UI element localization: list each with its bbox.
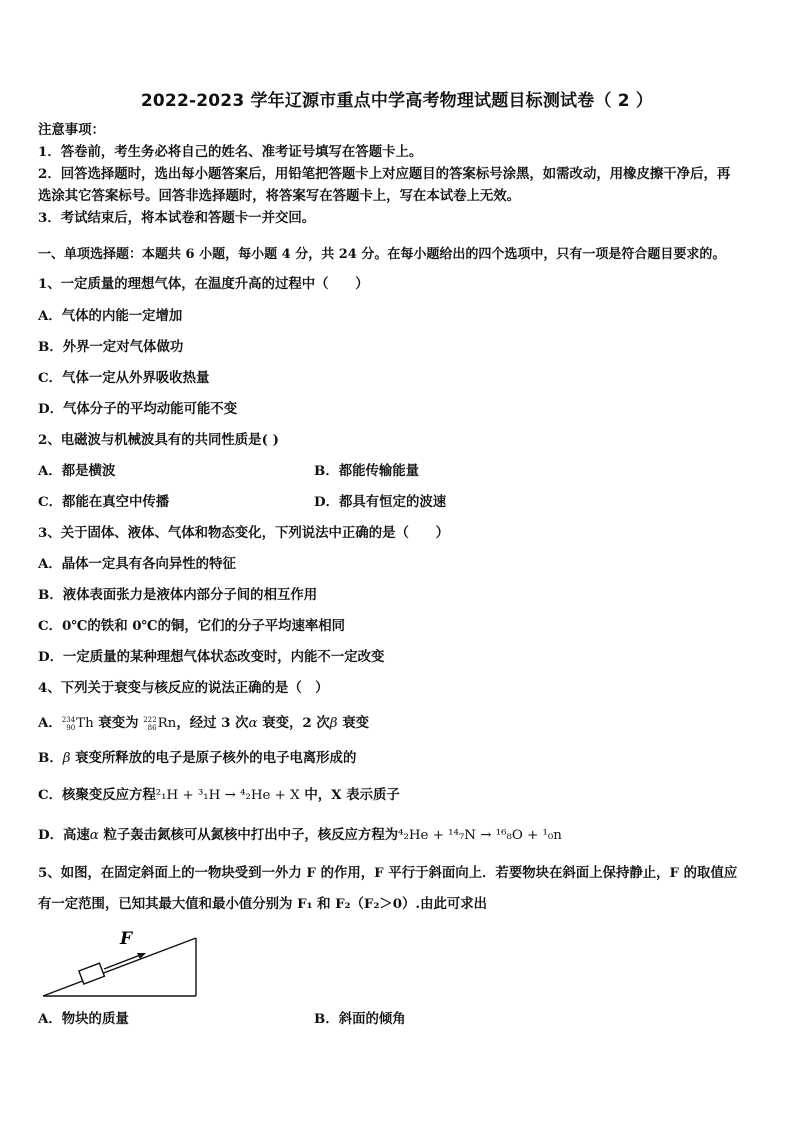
- q4-a-mid: 衰变为: [93, 715, 144, 731]
- fusion-equation: ²₁H + ³₁H → ⁴₂He + X: [155, 788, 300, 803]
- rn-symbol: Rn: [157, 716, 177, 731]
- q1-option-a: A．气体的内能一定增加: [38, 308, 183, 324]
- q1-option-b: B．外界一定对气体做功: [38, 339, 184, 355]
- q2-stem: 2、电磁波与机械波具有的共同性质是( ): [38, 432, 279, 448]
- block: [79, 963, 105, 984]
- q4-c-label: C．核聚变反应方程: [38, 787, 156, 803]
- q1-stem: 1、一定质量的理想气体，在温度升高的过程中（ ）: [38, 276, 369, 292]
- q5-option-b: B．斜面的倾角: [314, 1011, 406, 1027]
- q2-row1: [38, 462, 764, 480]
- beta-symbol: β: [62, 751, 71, 766]
- q3-option-a: A．晶体一定具有各向异性的特征: [38, 556, 236, 572]
- q2-option-d: D．都具有恒定的波速: [314, 494, 447, 510]
- nuclear-equation: ⁴₂He + ¹⁴₇N → ¹⁶₈O + ¹₀n: [398, 828, 562, 843]
- q5-option-a: A．物块的质量: [38, 1011, 129, 1027]
- incline-figure: [40, 924, 200, 1000]
- q5-row1: [38, 1010, 764, 1028]
- q4-option-d: [38, 826, 764, 845]
- beta-symbol: β: [329, 716, 338, 731]
- alpha-symbol: α: [248, 716, 258, 731]
- q3-option-d: D．一定质量的某种理想气体状态改变时，内能不一定改变: [38, 649, 385, 665]
- q4-d-mid: 粒子轰击氮核可从氮核中打出中子，核反应方程为: [98, 827, 399, 843]
- notes-heading: 注意事项：: [38, 122, 105, 138]
- q2-option-b: B．都能传输能量: [314, 463, 420, 479]
- section-heading: 一、单项选择题：本题共 6 小题，每小题 4 分，共 24 分。在每小题给出的四个选项中，只有一项是符合题目要求的。: [38, 247, 726, 262]
- q5-stem-line2: 有一定范围，已知其最大值和最小值分别为 F₁ 和 F₂（F₂＞0）.由此可求出: [38, 896, 488, 912]
- alpha-symbol: α: [89, 828, 99, 843]
- q4-a-label: A．: [38, 715, 62, 731]
- force-label: F: [120, 929, 133, 949]
- q4-option-b: [38, 749, 764, 768]
- page-title: 2022-2023 学年辽源市重点中学高考物理试题目标测试卷（ 2 ）: [140, 91, 654, 111]
- q2-row2: [38, 493, 764, 511]
- force-arrow: [104, 954, 143, 969]
- note-3: 3．考试结束后，将本试卷和答题卡一并交回。: [38, 210, 316, 226]
- q4-a-tail1: ，经过 3 次: [176, 715, 249, 731]
- rn-mass-number: 222: [143, 715, 157, 724]
- rn-atomic-number: 86: [147, 723, 157, 732]
- q2-option-a: A．都是横波: [38, 463, 116, 479]
- q1-option-d: D．气体分子的平均动能可能不变: [38, 401, 238, 417]
- q4-a-tail3: 衰变: [337, 715, 369, 731]
- th-symbol: Th: [76, 716, 94, 731]
- q3-stem: 3、关于固体、液体、气体和物态变化，下列说法中正确的是（ ）: [38, 525, 450, 541]
- th-atomic-number: 90: [66, 723, 76, 732]
- note-1: 1．答卷前，考生务必将自己的姓名、准考证号填写在答题卡上。: [38, 144, 423, 160]
- th-mass-number: 234: [61, 715, 76, 724]
- q4-option-a: [38, 714, 764, 733]
- rn-isotope-numbers: [143, 716, 156, 732]
- th-isotope-numbers: [62, 716, 75, 732]
- q4-d-label: D．高速: [38, 827, 90, 843]
- q5-stem-line1: 5、如图，在固定斜面上的一物块受到一外力 F 的作用，F 平行于斜面向上．若要物块在斜面上保持静止，F 的取值应: [38, 865, 738, 881]
- q3-option-b: B．液体表面张力是液体内部分子间的相互作用: [38, 587, 318, 603]
- q3-option-c: C．0℃的铁和 0℃的铜，它们的分子平均速率相同: [38, 618, 346, 634]
- q4-c-tail: 中，X 表示质子: [299, 787, 400, 803]
- q4-stem: 4、下列关于衰变与核反应的说法正确的是（ ）: [38, 680, 329, 696]
- note-2-line2: 选涂其它答案标号。回答非选择题时，将答案写在答题卡上，写在本试卷上无效。: [38, 188, 521, 204]
- q4-a-tail2: 衰变，2 次: [257, 715, 330, 731]
- note-2-line1: 2．回答选择题时，选出每小题答案后，用铅笔把答题卡上对应题目的答案标号涂黑，如需改动，用橡皮擦干净后，再: [38, 166, 731, 182]
- q4-b-text: 衰变所释放的电子是原子核外的电子电离形成的: [70, 750, 357, 766]
- q2-option-c: C．都能在真空中传播: [38, 494, 170, 510]
- q4-b-label: B．: [38, 750, 63, 766]
- q4-option-c: [38, 786, 764, 805]
- q1-option-c: C．气体一定从外界吸收热量: [38, 370, 210, 386]
